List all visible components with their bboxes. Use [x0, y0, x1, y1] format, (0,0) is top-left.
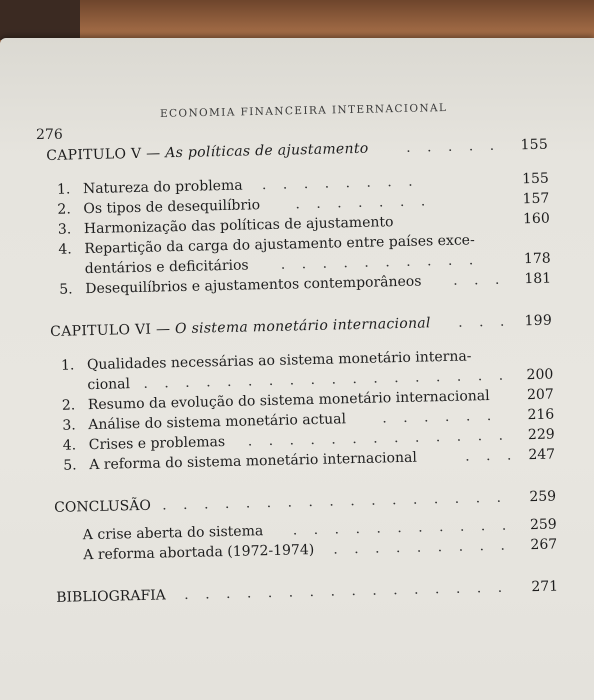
item-label: Harmonização das políticas de ajustamento: [83, 214, 394, 238]
bibliography-page: 271: [531, 578, 559, 596]
item-label: Análise do sistema monetário actual: [88, 411, 347, 434]
item-page: 200: [526, 366, 554, 384]
leader-dots: . . . . . . . . . . . . . . . . .: [162, 489, 508, 514]
item-label: Os tipos de desequilíbrio: [83, 197, 261, 218]
item-label: A reforma abortada (1972-1974): [83, 542, 315, 564]
item-number: 2.: [57, 201, 71, 218]
item-number: 4.: [62, 437, 77, 454]
item-page: 267: [530, 536, 558, 554]
page-number: 276: [36, 127, 63, 143]
item-label: A crise aberta do sistema: [82, 523, 264, 544]
leader-dots: . . .: [457, 313, 511, 331]
item-label: A reforma do sistema monetário internacional: [89, 449, 418, 474]
leader-dots: . . . . . . . . . . . . .: [247, 427, 510, 450]
chapter-6-page: 199: [524, 312, 553, 330]
chapter-5-title: As políticas de ajustamento: [165, 140, 369, 162]
item-page: 160: [522, 210, 550, 228]
item-page: 229: [527, 426, 555, 444]
chapter-6-prefix: CAPITULO VI —: [50, 321, 171, 340]
leader-dots: . . . . . . . .: [261, 173, 419, 194]
item-label: Repartição da carga do ajustamento entre países exce-: [84, 232, 475, 258]
leader-dots: . . . . . . . . . . . . . . . . . .: [143, 367, 510, 392]
item-number: 1.: [56, 181, 71, 198]
item-number: 5.: [59, 281, 73, 298]
leader-dots: . . .: [452, 271, 506, 289]
item-label: Crises e problemas: [88, 434, 226, 454]
table-of-contents: [46, 134, 576, 608]
leader-dots: . . . . . . .: [295, 193, 432, 213]
chapter-5-page: 155: [520, 136, 549, 154]
item-number: 5.: [63, 457, 77, 474]
item-page: 157: [522, 190, 550, 208]
conclusion-title: CONCLUSÃO: [54, 497, 152, 516]
item-number: 2.: [61, 397, 76, 414]
leader-dots: . . . . . . . . . . . . . . . .: [184, 579, 509, 603]
leader-dots: . . .: [464, 447, 518, 465]
item-number: 3.: [62, 417, 76, 434]
leader-dots: . . . . . . . . . .: [280, 252, 480, 273]
conclusion-page: 259: [529, 488, 557, 506]
chapter-5-prefix: CAPITULO V —: [46, 145, 161, 164]
leader-dots: . . . . .: [405, 137, 501, 156]
item-page: 155: [521, 170, 550, 188]
running-title: ECONOMIA FINANCEIRA INTERNACIONAL: [159, 101, 448, 120]
chapter-6-title: O sistema monetário internacional: [174, 315, 431, 338]
item-label: cional: [87, 376, 131, 394]
item-page: 216: [527, 406, 555, 424]
item-page: 247: [528, 446, 556, 464]
item-number: 3.: [57, 221, 72, 238]
item-label: Resumo da evolução do sistema monetário internacional: [87, 388, 490, 414]
leader-dots: . . . . . . . . .: [333, 537, 512, 558]
item-page: 207: [526, 386, 554, 404]
background-shadow: [0, 0, 80, 40]
item-page: 178: [523, 250, 551, 268]
item-number: 1.: [60, 357, 75, 374]
item-page: 259: [529, 516, 557, 534]
item-label: Qualidades necessárias ao sistema monetário interna-: [86, 348, 472, 374]
leader-dots: . . . . . .: [382, 407, 498, 427]
leader-dots: . . . . . . . . . . .: [292, 517, 513, 539]
bibliography-title: BIBLIOGRAFIA: [56, 587, 167, 606]
item-page: 181: [524, 270, 552, 288]
item-number: 4.: [58, 241, 72, 258]
item-label: dentários e deficitários: [84, 257, 249, 278]
item-label: Natureza do problema: [82, 177, 243, 198]
item-label: Desequilíbrios e ajustamentos contemporâneos: [85, 273, 422, 298]
